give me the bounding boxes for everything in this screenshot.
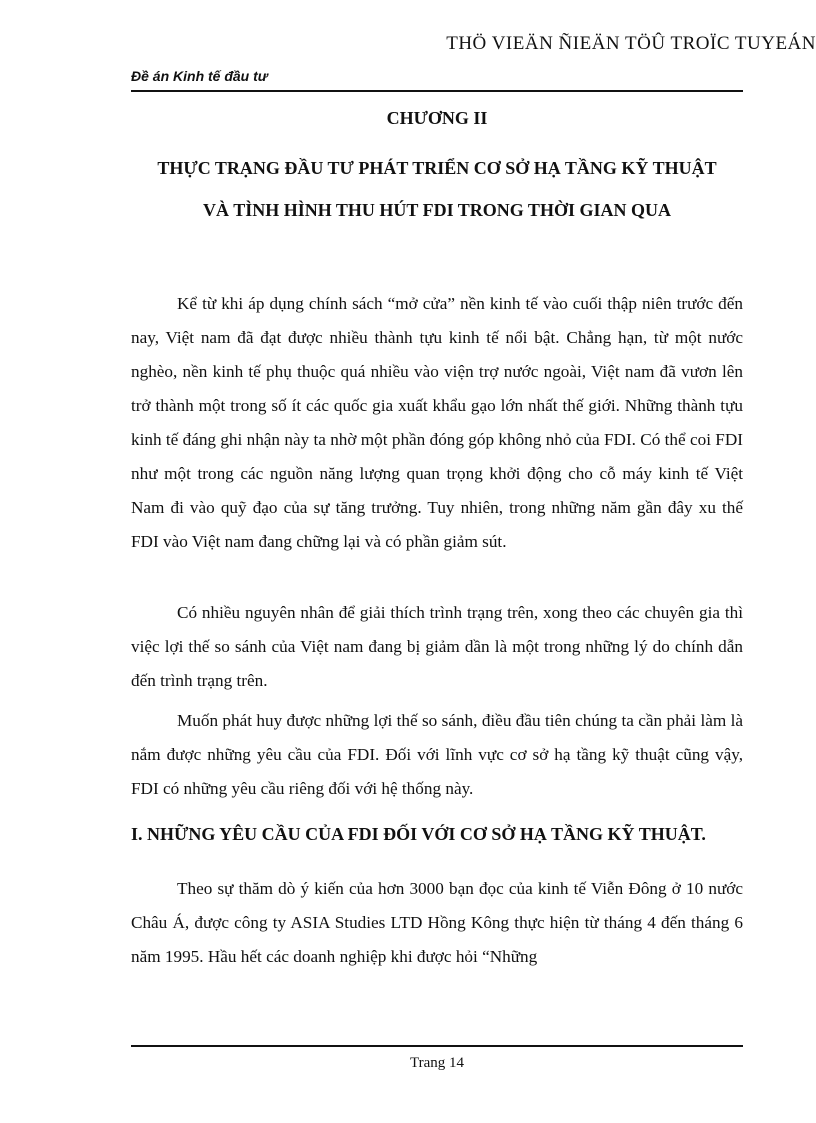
- document-header-title: Đề án Kinh tế đầu tư: [131, 68, 268, 84]
- paragraph-causes: Có nhiều nguyên nhân để giải thích trình trạng trên, xong theo các chuyên gia thì việc lợi thế so sánh của Việt nam đang bị giảm dần là một trong những lý do chính dẫn đến trình trạng trên.: [131, 603, 743, 690]
- chapter-label: CHƯƠNG II: [386, 108, 488, 128]
- library-watermark: THÖ VIEÄN ÑIEÄN TÖÛ TROÏC TUYEÁN: [446, 33, 816, 54]
- paragraph-requirements: Muốn phát huy được những lợi thế so sánh, điều đầu tiên chúng ta cần phải làm là nắm được những yêu cầu của FDI. Đối với lĩnh vực cơ sở hạ tầng kỹ thuật cũng vậy, FDI có những yêu cầu riêng đối với hệ thống này.: [131, 711, 743, 798]
- footer-rule: [131, 1045, 743, 1047]
- header-rule: [131, 90, 743, 92]
- chapter-title-line-2: VÀ TÌNH HÌNH THU HÚT FDI TRONG THỜI GIAN QUA: [203, 200, 671, 220]
- paragraph-survey: Theo sự thăm dò ý kiến của hơn 3000 bạn đọc của kinh tế Viễn Đông ở 10 nước Châu Á, được công ty ASIA Studies LTD Hồng Kông thực hiện từ tháng 4 đến tháng 6 năm 1995. Hầu hết các doanh nghiệp khi được hỏi “Những: [131, 879, 743, 966]
- section-heading: I. NHỮNG YÊU CẦU CỦA FDI ĐỐI VỚI CƠ SỞ HẠ TẦNG KỸ THUẬT.: [131, 824, 706, 844]
- chapter-title-line-1: THỰC TRẠNG ĐẦU TƯ PHÁT TRIỂN CƠ SỞ HẠ TẦNG KỸ THUẬT: [157, 158, 717, 178]
- page-number: Trang 14: [409, 1055, 465, 1071]
- paragraph-intro: Kể từ khi áp dụng chính sách “mở cửa” nền kinh tế vào cuối thập niên trước đến nay, Việt nam đã đạt được nhiều thành tựu kinh tế nổi bật. Chẳng hạn, từ một nước nghèo, nền kinh tế phụ thuộc quá nhiều vào viện trợ nước ngoài, Việt nam đã vươn lên trở thành một trong số ít các quốc gia xuất khẩu gạo lớn nhất thế giới. Những thành tựu kinh tế đáng ghi nhận này ta nhờ một phần đóng góp không nhỏ của FDI. Có thể coi FDI như một trong các nguồn năng lượng quan trọng khởi động cho cỗ máy kinh tế Việt Nam đi vào quỹ đạo của sự tăng trưởng. Tuy nhiên, trong những năm gần đây xu thế FDI vào Việt nam đang chững lại và có phần giảm sút.: [131, 294, 743, 551]
